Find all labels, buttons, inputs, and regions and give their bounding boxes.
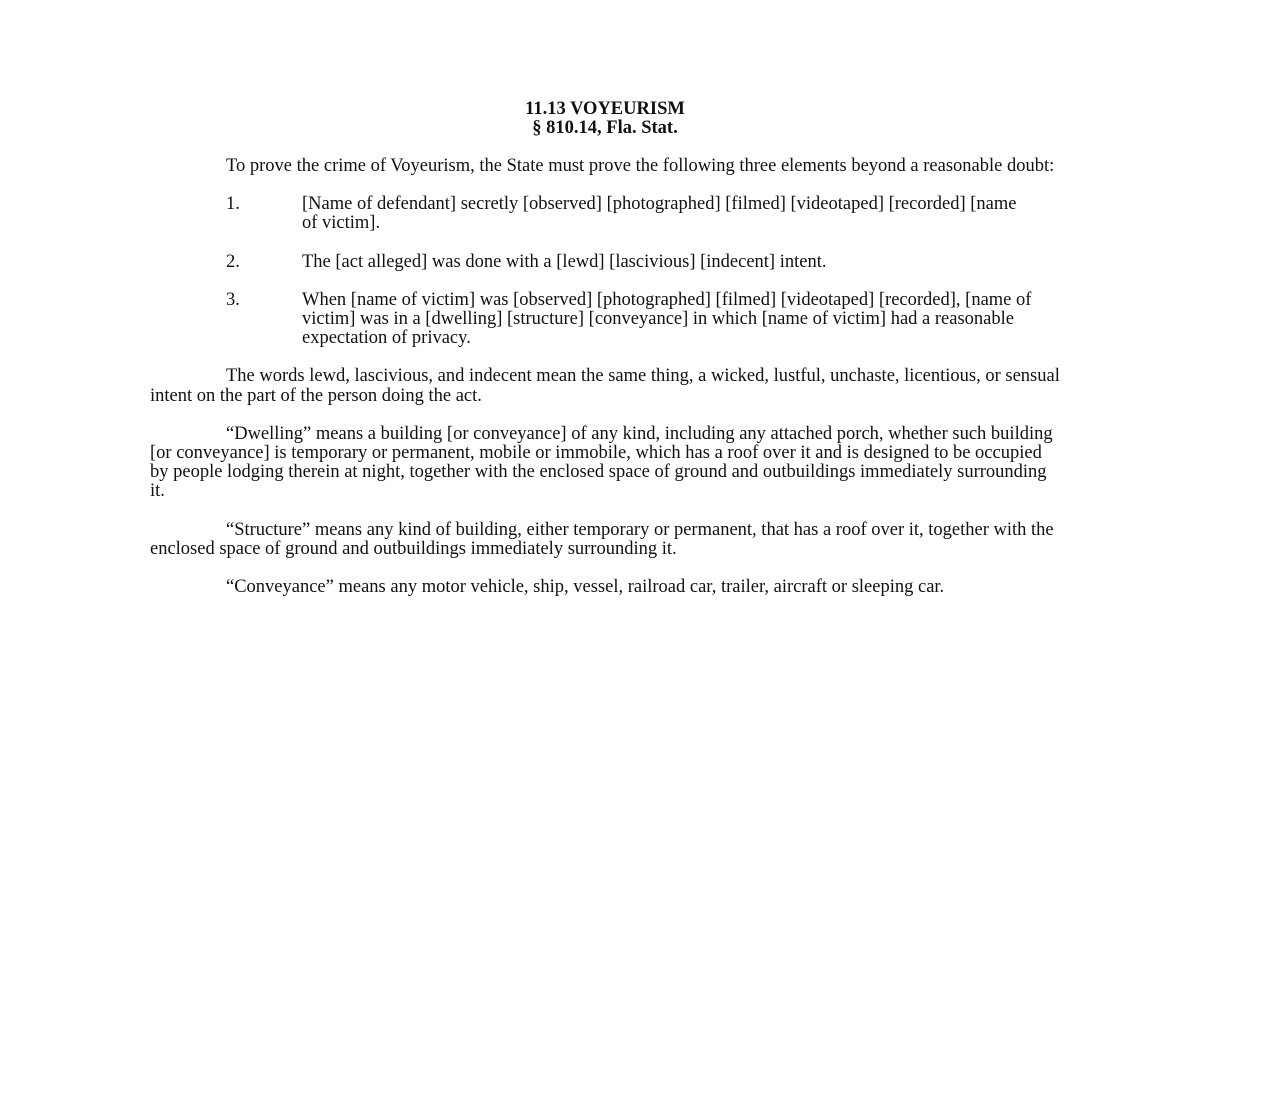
element-item-3 [150,291,1060,349]
element-number: 3. [226,289,240,310]
document-heading [150,100,1060,138]
element-number: 2. [226,251,240,272]
document-page [150,100,1060,616]
element-number: 1. [226,194,240,215]
definition-conveyance: “Conveyance” means any motor vehicle, ship, vessel, railroad car, trailer, aircraft or sleeping car. [226,577,945,598]
document-title: 11.13 VOYEURISM [525,99,685,119]
definition-lewd: The words lewd, lascivious, and indecent mean the same thing, a wicked, lustful, unchaste, licentious, or sensual intent on the part of the person doing the act. [150,366,1060,406]
definition-structure: “Structure” means any kind of building, either temporary or permanent, that has a roof over it, together with the enclosed space of ground and outbuildings immediately surrounding it. [150,519,1054,559]
element-item-1 [150,195,1060,233]
intro-paragraph: To prove the crime of Voyeurism, the State must prove the following three elements beyond a reasonable doubt: [226,156,1055,176]
element-text: The [act alleged] was done with a [lewd] [lascivious] [indecent] intent. [302,251,827,272]
definition-dwelling: “Dwelling” means a building [or conveyance] of any kind, including any attached porch, whether such building [or conveyance] is temporary or permanent, mobile or immobile, which has a roof over it and is designed to be occupied by people lodging therein at night, together with the enclosed space of ground and outbuildings immediately surrounding it. [150,423,1053,502]
element-item-2 [150,253,1060,272]
statute-citation: § 810.14, Fla. Stat. [532,118,678,138]
element-text: [Name of defendant] secretly [observed] [photographed] [filmed] [videotaped] [recorded] [name of victim]. [302,194,1017,234]
elements-list [150,195,1060,348]
element-text: When [name of victim] was [observed] [photographed] [filmed] [videotaped] [recorded], [name of victim] was in a [dwelling] [structure] [conveyance] in which [name of victim] had a reasonable expectation of privacy. [302,289,1032,349]
